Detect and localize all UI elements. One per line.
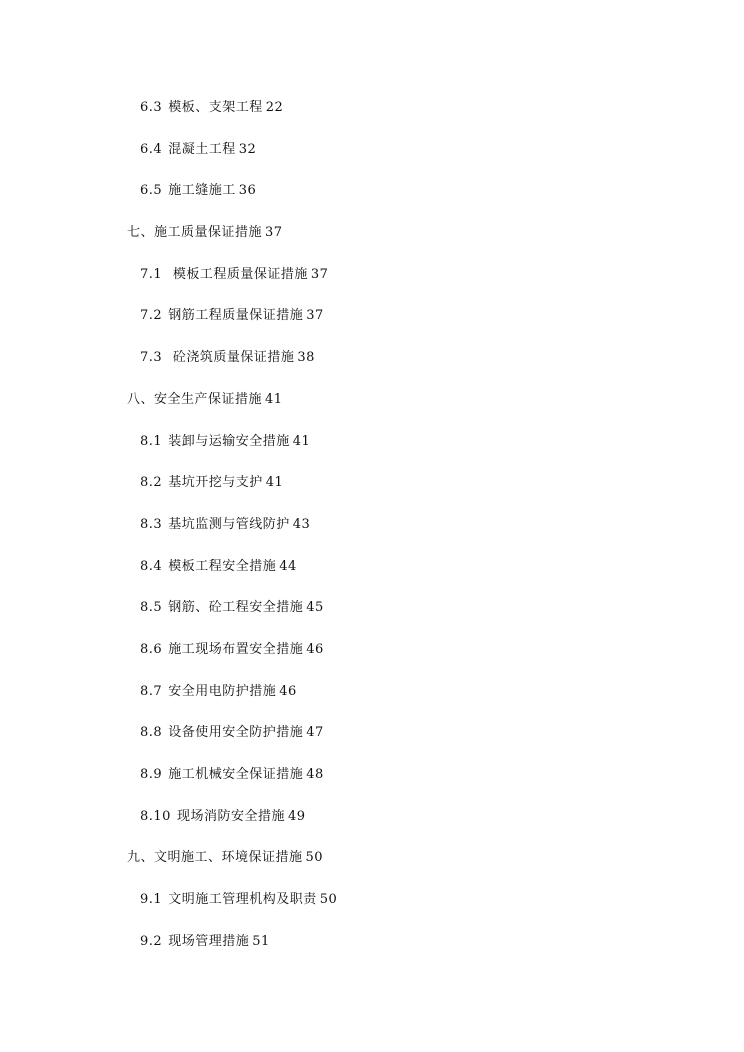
toc-entry-number: 6.4 [140,141,163,157]
toc-entry-title: 钢筋、砼工程安全措施 [168,600,304,616]
toc-entry-number: 8.1 [140,433,163,449]
toc-entry[interactable] [0,762,744,804]
toc-entry-page-number: 22 [265,100,284,115]
toc-entry-number: 6.3 [140,100,163,115]
toc-entry-title: 施工质量保证措施 [154,225,263,241]
toc-entry-page-number: 47 [306,725,324,741]
toc-entry-title: 施工机械安全保证措施 [168,767,304,782]
toc-entry[interactable] [0,929,744,971]
toc-entry-number: 9.1 [140,892,163,908]
toc-entry[interactable] [0,554,744,596]
toc-entry[interactable] [0,387,744,429]
toc-entry[interactable] [0,470,744,512]
toc-entry-number: 8.6 [140,641,163,657]
toc-entry-page-number: 50 [319,892,338,908]
toc-entry[interactable] [0,887,744,929]
toc-entry[interactable] [0,178,744,220]
toc-entry-page-number: 37 [265,225,283,241]
toc-entry-title: 文明施工管理机构及职责 [168,892,317,908]
toc-entry-number: 七、 [127,225,155,241]
toc-entry-number: 8.9 [140,767,163,782]
table-of-contents [0,95,744,970]
toc-entry-title: 基坑开挖与支护 [168,475,263,491]
toc-entry-number: 8.8 [140,725,163,741]
toc-entry-title: 设备使用安全防护措施 [168,725,304,741]
toc-entry-title: 安全用电防护措施 [168,683,277,699]
toc-entry[interactable] [0,95,744,137]
toc-entry-page-number: 49 [287,808,306,824]
toc-entry-number: 7.1 [140,266,163,282]
toc-entry[interactable] [0,720,744,762]
toc-entry[interactable] [0,637,744,679]
toc-entry[interactable] [0,303,744,345]
toc-entry-number: 8.10 [140,808,171,824]
toc-entry-page-number: 43 [292,516,311,532]
toc-entry-title: 模板、支架工程 [168,100,263,115]
toc-entry-title: 模板工程安全措施 [168,558,277,574]
toc-entry-number: 九、 [127,850,155,866]
toc-entry-title: 装卸与运输安全措施 [168,433,290,449]
toc-entry-title: 文明施工、环境保证措施 [154,850,303,866]
toc-entry-number: 八、 [127,391,155,407]
toc-entry-page-number: 50 [305,850,324,866]
toc-entry-number: 9.2 [140,933,163,949]
toc-entry-title: 施工缝施工 [168,183,236,199]
toc-entry[interactable] [0,512,744,554]
toc-entry-page-number: 46 [279,683,297,699]
toc-entry-page-number: 38 [297,350,315,366]
toc-entry-title: 安全生产保证措施 [154,391,263,407]
toc-entry[interactable] [0,804,744,846]
toc-entry[interactable] [0,345,744,387]
toc-entry-title: 砼浇筑质量保证措施 [168,350,295,366]
toc-entry-page-number: 41 [265,475,284,491]
toc-entry-title: 基坑监测与管线防护 [168,516,290,532]
toc-entry-page-number: 36 [238,183,257,199]
toc-entry-page-number: 32 [238,141,257,157]
toc-entry-number: 6.5 [140,183,163,199]
toc-entry-number: 7.3 [140,350,163,366]
toc-entry[interactable] [0,137,744,179]
toc-entry[interactable] [0,429,744,471]
toc-entry-page-number: 37 [310,266,329,282]
toc-entry-page-number: 51 [252,933,270,949]
toc-entry-page-number: 37 [306,308,324,324]
toc-entry-title: 混凝土工程 [168,141,236,157]
toc-entry-number: 8.4 [140,558,163,574]
toc-entry-number: 8.5 [140,600,163,616]
toc-entry-page-number: 44 [279,558,297,574]
toc-entry-page-number: 41 [292,433,311,449]
toc-entry[interactable] [0,262,744,304]
toc-entry-page-number: 46 [306,641,324,657]
toc-entry[interactable] [0,679,744,721]
toc-entry-page-number: 45 [306,600,324,616]
toc-entry[interactable] [0,845,744,887]
toc-entry-title: 施工现场布置安全措施 [168,641,304,657]
toc-entry-number: 8.7 [140,683,163,699]
toc-entry-title: 钢筋工程质量保证措施 [168,308,304,324]
toc-entry-number: 8.2 [140,475,163,491]
toc-entry-title: 模板工程质量保证措施 [168,266,308,282]
toc-entry[interactable] [0,220,744,262]
toc-entry-page-number: 41 [265,391,283,407]
toc-entry-page-number: 48 [306,767,324,782]
toc-entry-title: 现场消防安全措施 [176,808,285,824]
toc-entry-number: 7.2 [140,308,163,324]
toc-entry[interactable] [0,595,744,637]
toc-entry-title: 现场管理措施 [168,933,250,949]
toc-entry-number: 8.3 [140,516,163,532]
